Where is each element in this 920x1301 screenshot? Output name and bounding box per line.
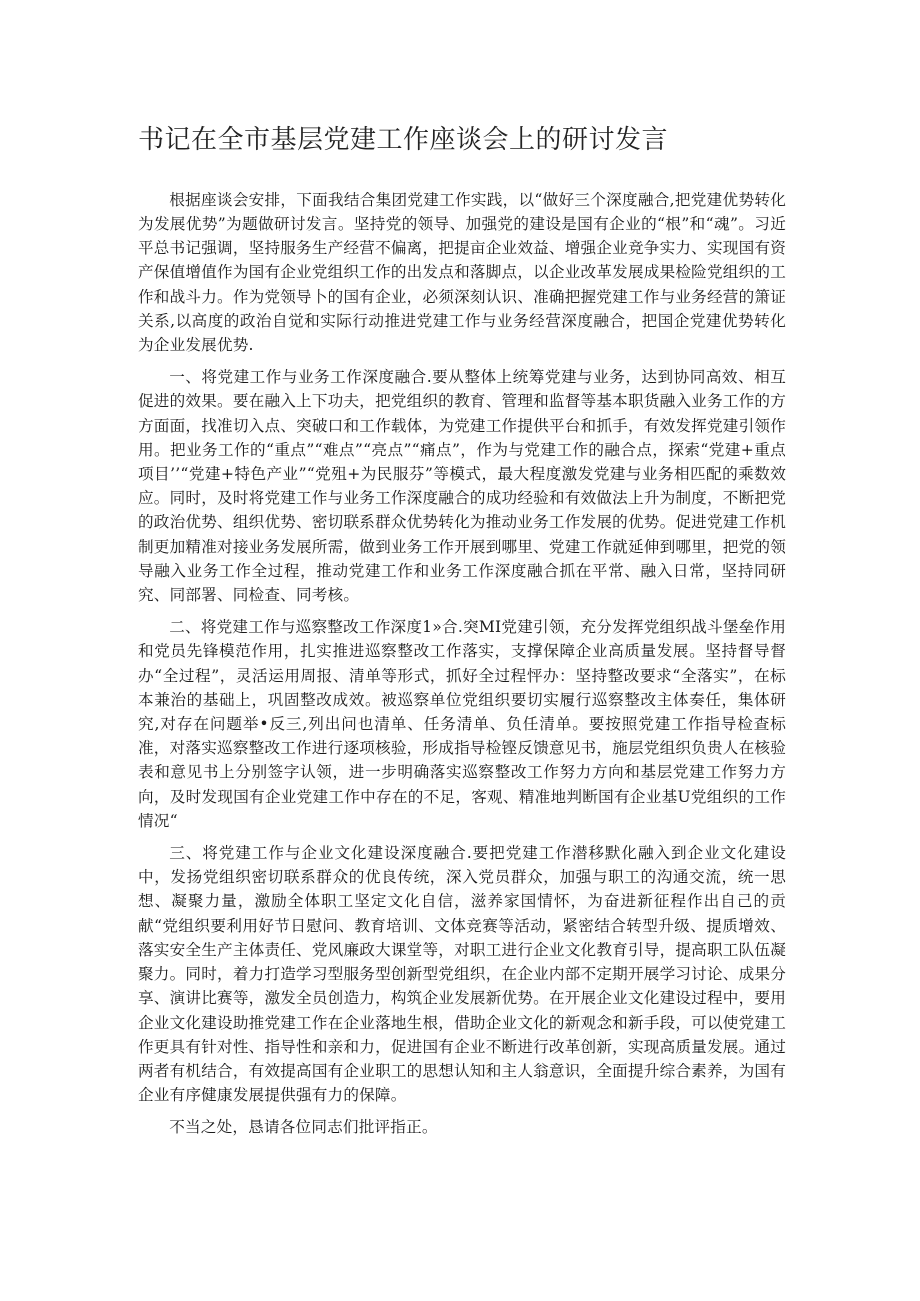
section-three-paragraph: 三、将党建工作与企业文化建设深度融合.要把党建工作潜移默化融入到企业文化建设中，发扬党组织密切联系群众的优良传统，深入党员群众，加强与职工的沟通交流，统一思想、凝聚力量，激励全体职工坚定文化自信，滋养家国情怀，为奋进新征程作出自己的贡献“党组织要利用好节日慰问、教育培训、文体竞赛等活动，紧密结合转型升级、提质增效、落实安全生产主体责任、党风廉政大课堂等，对职工进行企业文化教育引导，提高职工队伍凝聚力。同时，着力打造学习型服务型创新型党组织，在企业内部不定期开展学习讨论、成果分享、演讲比赛等，激发全员创造力，构筑企业发展新优势。在开展企业文化建设过程中，要用企业文化建设助推党建工作在企业落地生根，借助企业文化的新观念和新手段，可以使党建工作更具有针对性、指导性和亲和力，促进国有企业不断进行改革创新，实现高质量发展。通过两者有机结合，有效提高国有企业职工的思想认知和主人翁意识，全面提升综合素养，为国有企业有序健康发展提供强有力的保障。 xyxy=(138,844,786,1105)
document-page xyxy=(138,124,786,1148)
intro-paragraph: 根据座谈会安排，下面我结合集团党建工作实践，以“做好三个深度融合,把党建优势转化为发展优势”为题做研讨发言。坚持党的领导、加强党的建设是国有企业的“根”和“魂”。习近平总书记强调，坚持服务生产经营不偏离，把提亩企业效益、增强企业竞争实力、实现国有资产保值增值作为国有企业党组织工作的出发点和落脚点，以企业改革发展成果检险党组织的工作和战斗力。作为党领导卜的国有企业，必须深刻认识、准确把握党建工作与业务经营的箫证关系,以高度的政治自觉和实际行动推进党建工作与业务经营深度融合，把国企党建优势转化为企业发展优势. xyxy=(138,190,786,355)
section-one-paragraph: 一、将党建工作与业务工作深度融合.要从整体上统筹党建与业务，达到协同高效、相互促进的效果。要在融入上下功夫，把党组织的教育、管理和监督等基本职货融入业务工作的方方面面，找准切入点、突破口和工作载体，为党建工作提供平台和抓手，有效发挥党建引领作用。把业务工作的“重点”“难点”“亮点”“痛点”，作为与党建工作的融合点，探索“党建+重点项目’’“党建+特色产业”“党殂+为民服芬”等模式，最大程度激发党建与业务相匹配的乘数效应。同时，及时将党建工作与业务工作深度融合的成功经验和有效做法上升为制度，不断把党的政治优势、组织优势、密切联系群众优势转化为推动业务工作发展的优势。促进党建工作机制更加精准对接业务发展所需，做到业务工作开展到哪里、党建工作就延伸到哪里，把党的领导融入业务工作全过程，推动党建工作和业务工作深度融合抓在平常、融入日常，坚持同研究、同部署、同检查、同考核。 xyxy=(138,368,786,605)
document-title: 书记在全市基层党建工作座谈会上的研讨发言 xyxy=(138,125,669,155)
closing-paragraph: 不当之处，恳请各位同志们批评指正。 xyxy=(169,1118,438,1137)
section-two-paragraph: 二、将党建工作与巡察整改工作深度1»合.突MI党建引领，充分发挥党组织战斗堡垒作用和党员先锋模范作用，扎实推进巡察整改工作落实，支撑保障企业高质量发展。坚持督导督办“全过程”，灵活运用周报、清单等形式，抓好全过程怦办：坚持整改要求“全落实”，在标本兼治的基础上，巩固整改成效。被巡察单位党组织要切实履行巡察整改主体奏任，集体研究,对存在问题举•反三,列出问也清单、任务清单、负任清单。要按照党建工作指导检查标准，对落实巡察整改工作进行逐项核验，形成指导检铿反馈意见书，施层党组织负贵人在核验表和意见书上分别签字认领，进一步明确落实巡察整改工作努力方向和基层党建工作努力方向，及时发现国有企业党建工作中存在的不足，客观、精准地判断国有企业基U党组织的工作情况“ xyxy=(138,618,786,830)
